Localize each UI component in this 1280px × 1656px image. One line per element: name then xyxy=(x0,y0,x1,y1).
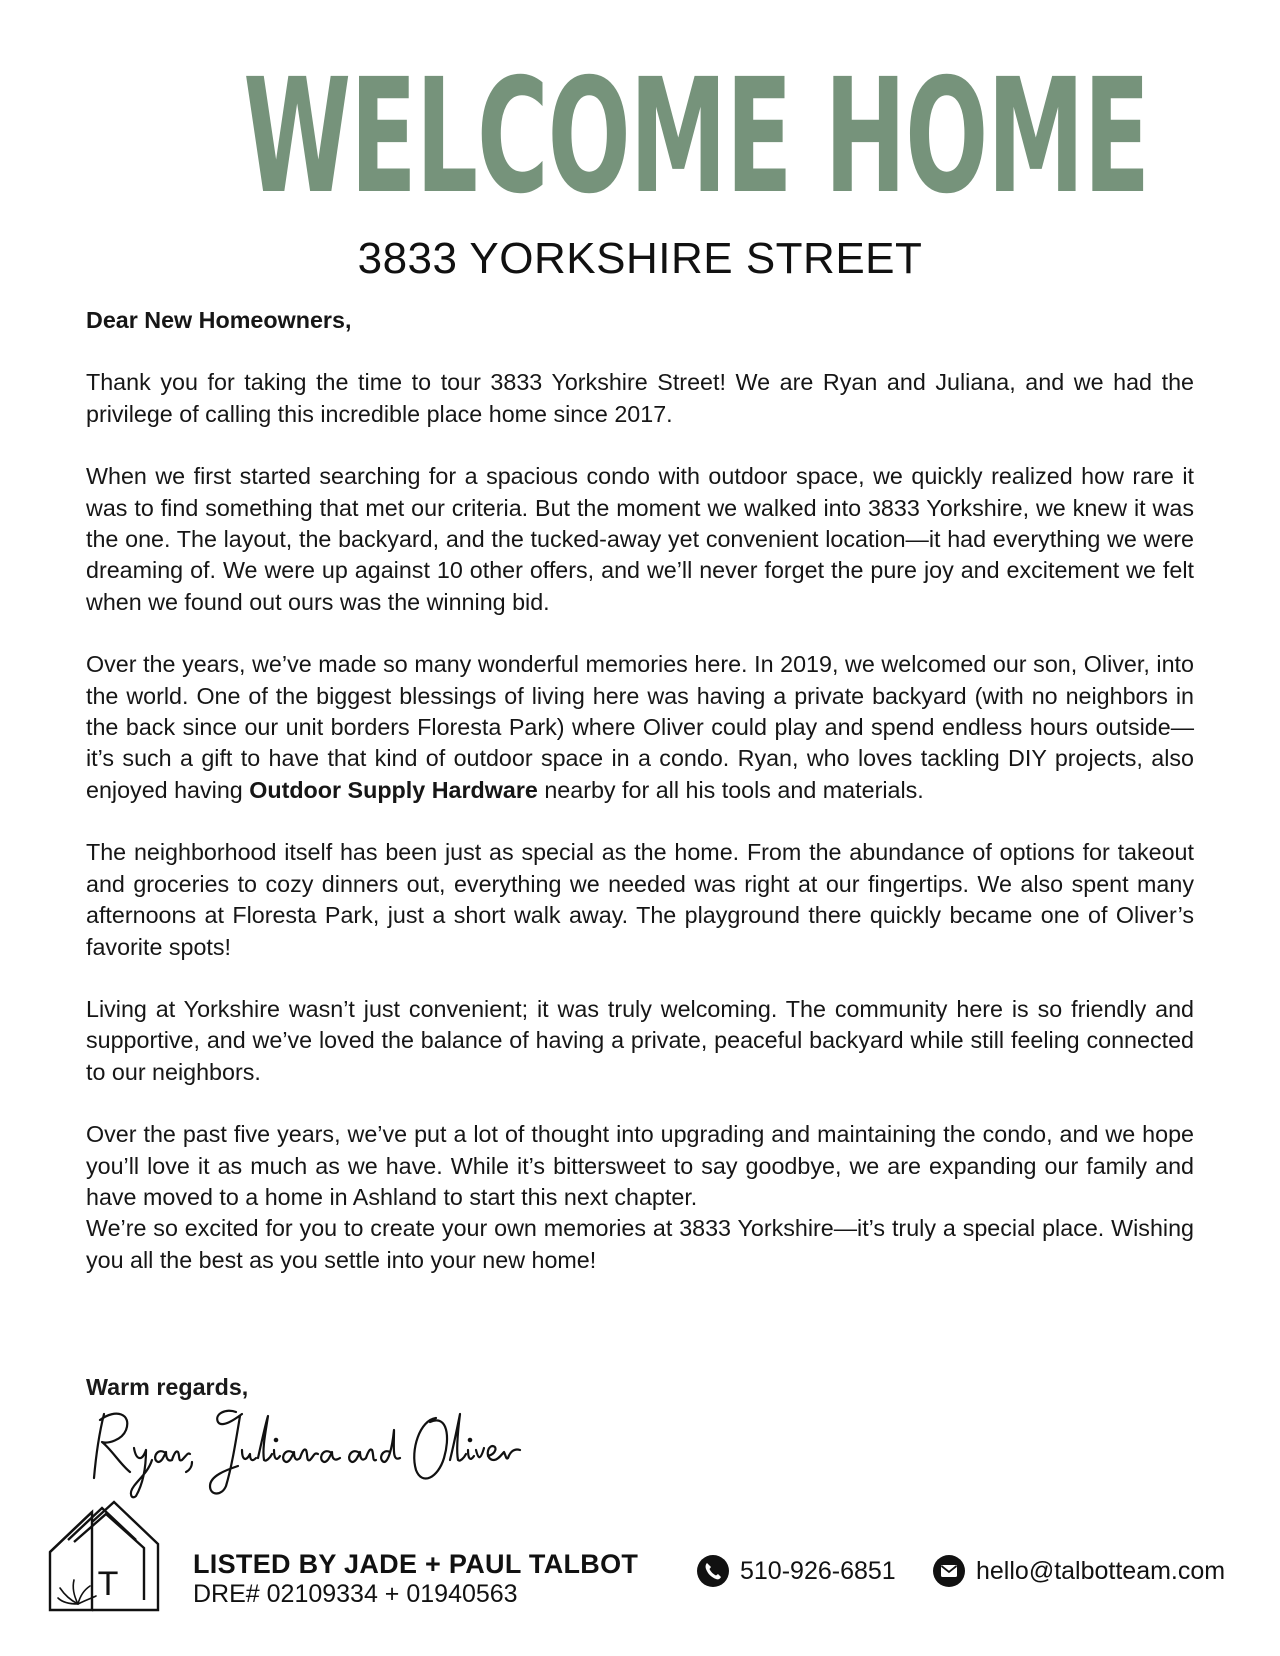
email-address[interactable]: hello@talbotteam.com xyxy=(976,1557,1226,1585)
paragraph-upgrades: Over the past five years, we’ve put a lot of thought into upgrading and maintaining the condo, and we hope you’ll love it as much as we have. While it’s bittersweet to say goodbye, we are expanding our family and have moved to a home in Ashland to start this next chapter. xyxy=(86,1121,1194,1210)
listing-agents: LISTED BY JADE + PAUL TALBOT xyxy=(193,1549,639,1579)
paragraph-intro: Thank you for taking the time to tour 3833 Yorkshire Street! We are Ryan and Juliana, and we had the privilege of calling this incredible place home since 2017. xyxy=(86,369,1194,427)
paragraph-memories-end: nearby for all his tools and materials. xyxy=(537,776,924,803)
email-contact[interactable] xyxy=(932,1553,1225,1589)
svg-text:T: T xyxy=(97,1565,119,1603)
paragraph-neighborhood: The neighborhood itself has been just as special as the home. From the abundance of options for takeout and groceries to cozy dinners out, everything we needed was right at our fingertips. We also spent many afternoons at Floresta Park, just a short walk away. The playground there quickly became one of Oliver’s favorite spots! xyxy=(86,839,1194,960)
dre-numbers: DRE# 02109334 + 01940563 xyxy=(193,1580,518,1608)
phone-number[interactable]: 510-926-6851 xyxy=(740,1557,896,1585)
page-title: WELCOME HOME xyxy=(243,45,1150,229)
letter-body xyxy=(86,305,1194,1307)
paragraph-memories-text: Over the years, we’ve made so many wonderful memories here. In 2019, we welcomed our son, Oliver, into the world. One of the biggest blessings of living here was having a private backyard (with no neighbors in the back since our unit borders Floresta Park) where Oliver could play and spend endless hours outside—it’s such a gift to have that kind of outdoor space in a condo. Ryan, who loves tackling DIY projects, also enjoyed having xyxy=(86,651,1194,803)
phone-icon xyxy=(696,1554,730,1588)
talbot-team-logo xyxy=(46,1500,164,1612)
closing: Warm regards, xyxy=(86,1374,249,1400)
email-icon xyxy=(932,1554,966,1588)
hardware-store-name: Outdoor Supply Hardware xyxy=(249,776,538,803)
paragraph-memories xyxy=(86,649,1194,806)
phone-contact[interactable] xyxy=(696,1553,896,1589)
handwritten-signature xyxy=(86,1400,526,1500)
paragraph-search: When we first started searching for a spacious condo with outdoor space, we quickly realized how rare it was to find something that met our criteria. But the moment we walked into 3833 Yorkshire, we knew it was the one. The layout, the backyard, and the tucked-away yet convenient location—it had everything we were dreaming of. We were up against 10 other offers, and we’ll never forget the pure joy and excitement we felt when we found out ours was the winning bid. xyxy=(86,463,1194,615)
paragraph-farewell: We’re so excited for you to create your own memories at 3833 Yorkshire—it’s truly a special place. Wishing you all the best as you settle into your new home! xyxy=(86,1215,1194,1273)
property-address: 3833 YORKSHIRE STREET xyxy=(357,234,923,283)
salutation: Dear New Homeowners, xyxy=(86,307,352,333)
paragraph-community: Living at Yorkshire wasn’t just convenient; it was truly welcoming. The community here is so friendly and supportive, and we’ve loved the balance of having a private, peaceful backyard while still feeling connected to our neighbors. xyxy=(86,995,1194,1085)
